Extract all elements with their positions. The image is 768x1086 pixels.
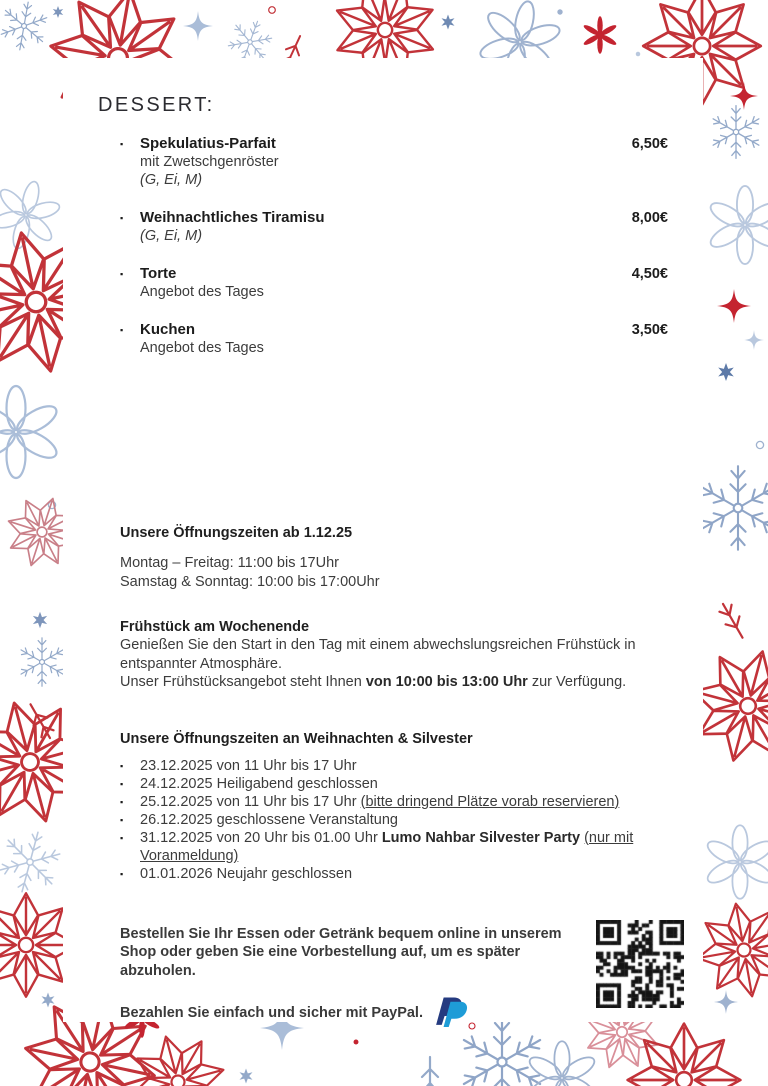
order-online-text: Bestellen Sie Ihr Essen oder Getränk bequem online in unserem Shop oder geben Sie eine Vorbestellung auf, um es später abzuholen. bbox=[120, 925, 562, 979]
item-name: Spekulatius-Parfait bbox=[140, 135, 276, 152]
holiday-hours-section bbox=[120, 730, 668, 883]
footer-section bbox=[120, 925, 668, 1035]
holiday-hours-heading: Unsere Öffnungszeiten an Weihnachten & Silvester bbox=[120, 730, 473, 747]
holiday-list-item: ▪ 24.12.2025 Heiligabend geschlossen bbox=[120, 775, 668, 793]
menu-item bbox=[98, 265, 668, 301]
item-price: 4,50€ bbox=[631, 266, 668, 282]
breakfast-text: Genießen Sie den Start in den Tag mit einem abwechslungsreichen Frühstück in entspannter Atmosphäre. bbox=[120, 637, 636, 672]
bullet-icon bbox=[120, 135, 140, 153]
breakfast-heading: Frühstück am Wochenende bbox=[120, 619, 310, 635]
item-price: 8,00€ bbox=[631, 210, 668, 226]
breakfast-time-line: Unser Frühstücksangebot steht Ihnen von 10:00 bis 13:00 Uhr zur Verfügung. bbox=[120, 674, 627, 690]
opening-hours-section bbox=[120, 524, 668, 591]
item-description: Angebot des Tages bbox=[140, 340, 264, 356]
dessert-list bbox=[98, 135, 668, 357]
bullet-icon bbox=[120, 775, 140, 793]
item-price: 3,50€ bbox=[631, 322, 668, 338]
item-description: mit Zwetschgenröster bbox=[140, 154, 279, 170]
page-title: DESSERT: bbox=[98, 94, 215, 116]
item-name: Torte bbox=[140, 265, 177, 282]
menu-item bbox=[98, 321, 668, 357]
menu-item bbox=[98, 135, 668, 189]
bullet-icon bbox=[120, 265, 140, 283]
bullet-icon bbox=[120, 811, 140, 829]
bullet-icon bbox=[120, 321, 140, 339]
bullet-icon bbox=[120, 209, 140, 227]
holiday-list-item: ▪ 31.12.2025 von 20 Uhr bis 01.00 Uhr Lumo Nahbar Silvester Party (nur mit Voranmeldung) bbox=[120, 829, 668, 865]
item-name: Weihnachtliches Tiramisu bbox=[140, 209, 325, 226]
item-name: Kuchen bbox=[140, 321, 196, 338]
bullet-icon bbox=[120, 793, 140, 811]
item-price: 6,50€ bbox=[631, 136, 668, 152]
hours-weekend: Samstag & Sonntag: 10:00 bis 17:00Uhr bbox=[120, 573, 380, 590]
item-allergens: (G, Ei, M) bbox=[140, 172, 203, 188]
holiday-list-item: ▪ 25.12.2025 von 11 Uhr bis 17 Uhr (bitte dringend Plätze vorab reservieren) bbox=[120, 793, 668, 811]
breakfast-section bbox=[120, 618, 668, 692]
menu-item bbox=[98, 209, 668, 245]
qr-code bbox=[596, 920, 684, 1008]
hours-weekdays: Montag – Freitag: 11:00 bis 17Uhr bbox=[120, 555, 339, 571]
opening-hours-heading: Unsere Öffnungszeiten ab 1.12.25 bbox=[120, 525, 353, 541]
item-allergens: (G, Ei, M) bbox=[140, 228, 203, 244]
bullet-icon bbox=[120, 757, 140, 775]
holiday-list-item: ▪ 23.12.2025 von 11 Uhr bis 17 Uhr bbox=[120, 757, 668, 775]
menu-content bbox=[63, 58, 703, 1022]
holiday-list-item: ▪ 01.01.2026 Neujahr geschlossen bbox=[120, 865, 668, 883]
bullet-icon bbox=[120, 865, 140, 883]
bullet-icon bbox=[120, 829, 140, 865]
breakfast-time-bold: von 10:00 bis 13:00 Uhr bbox=[365, 674, 528, 690]
paypal-text: Bezahlen Sie einfach und sicher mit PayPal. bbox=[120, 1004, 423, 1021]
holiday-hours-list bbox=[120, 757, 668, 883]
holiday-list-item: ▪ 26.12.2025 geschlossene Veranstaltung bbox=[120, 811, 668, 829]
item-description: Angebot des Tages bbox=[140, 284, 264, 300]
paypal-logo bbox=[435, 992, 469, 1034]
